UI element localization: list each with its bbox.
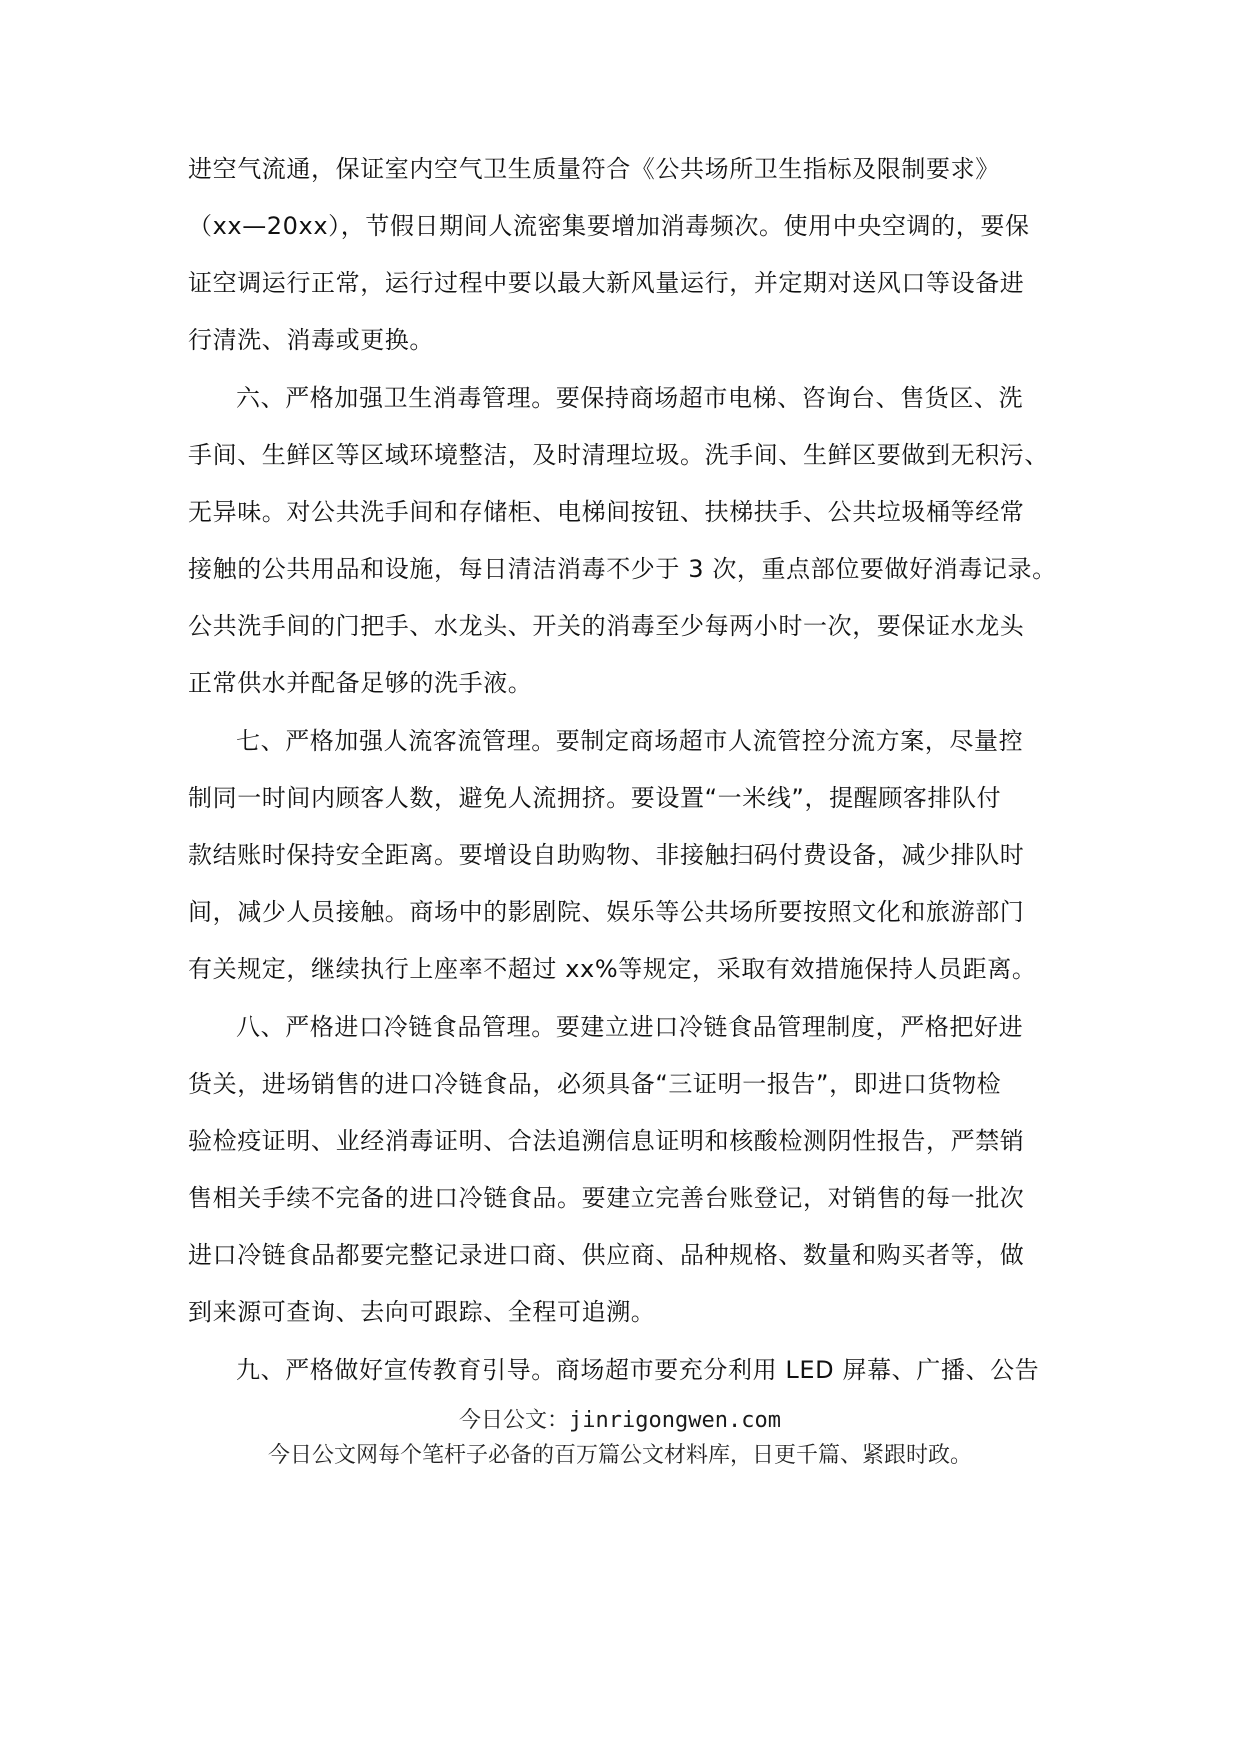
footer-site xyxy=(0,1407,1240,1435)
paragraph-heading-6: 六、严格加强卫生消毒管理。要保持商场超市电梯、咨询台、售货区、洗 xyxy=(236,384,1024,412)
text-line: 售相关手续不完备的进口冷链食品。要建立完善台账登记，对销售的每一批次 xyxy=(188,1184,1025,1212)
text-line: 进空气流通，保证室内空气卫生质量符合《公共场所卫生指标及限制要求》 xyxy=(188,155,1000,183)
text-line: 无异味。对公共洗手间和存储柜、电梯间按钮、扶梯扶手、公共垃圾桶等经常 xyxy=(188,498,1025,526)
text-line: 手间、生鲜区等区域环境整洁，及时清理垃圾。洗手间、生鲜区要做到无积污、 xyxy=(188,441,1049,469)
text-line: 接触的公共用品和设施，每日清洁消毒不少于 3 次，重点部位要做好消毒记录。 xyxy=(188,555,1057,583)
text-line: 正常供水并配备足够的洗手液。 xyxy=(188,669,533,697)
text-line: 货关，进场销售的进口冷链食品，必须具备“三证明一报告”，即进口货物检 xyxy=(188,1070,1002,1098)
paragraph-heading-8: 八、严格进口冷链食品管理。要建立进口冷链食品管理制度，严格把好进 xyxy=(236,1013,1024,1041)
text-line: 到来源可查询、去向可跟踪、全程可追溯。 xyxy=(188,1298,656,1326)
text-line: 有关规定，继续执行上座率不超过 xx%等规定，采取有效措施保持人员距离。 xyxy=(188,955,1037,983)
text-line: 款结账时保持安全距离。要增设自助购物、非接触扫码付费设备，减少排队时 xyxy=(188,841,1025,869)
text-line: 进口冷链食品都要完整记录进口商、供应商、品种规格、数量和购买者等，做 xyxy=(188,1241,1025,1269)
footer-site-link[interactable]: jinrigongwen.com xyxy=(569,1408,781,1433)
text-line: 公共洗手间的门把手、水龙头、开关的消毒至少每两小时一次，要保证水龙头 xyxy=(188,612,1025,640)
text-line: （xx—20xx），节假日期间人流密集要增加消毒频次。使用中央空调的，要保 xyxy=(188,212,1030,240)
text-line: 间，减少人员接触。商场中的影剧院、娱乐等公共场所要按照文化和旅游部门 xyxy=(188,898,1025,926)
text-line: 证空调运行正常，运行过程中要以最大新风量运行，并定期对送风口等设备进 xyxy=(188,269,1025,297)
footer-site-label: 今日公文： xyxy=(459,1408,570,1433)
paragraph-heading-7: 七、严格加强人流客流管理。要制定商场超市人流管控分流方案，尽量控 xyxy=(236,727,1024,755)
text-line: 制同一时间内顾客人数，避免人流拥挤。要设置“一米线”，提醒顾客排队付 xyxy=(188,784,1002,812)
text-line: 验检疫证明、业经消毒证明、合法追溯信息证明和核酸检测阴性报告，严禁销 xyxy=(188,1127,1025,1155)
paragraph-heading-9: 九、严格做好宣传教育引导。商场超市要充分利用 LED 屏幕、广播、公告 xyxy=(236,1356,1040,1384)
text-line: 行清洗、消毒或更换。 xyxy=(188,326,434,354)
footer-slogan: 今日公文网每个笔杆子必备的百万篇公文材料库，日更千篇、紧跟时政。 xyxy=(267,1443,972,1468)
